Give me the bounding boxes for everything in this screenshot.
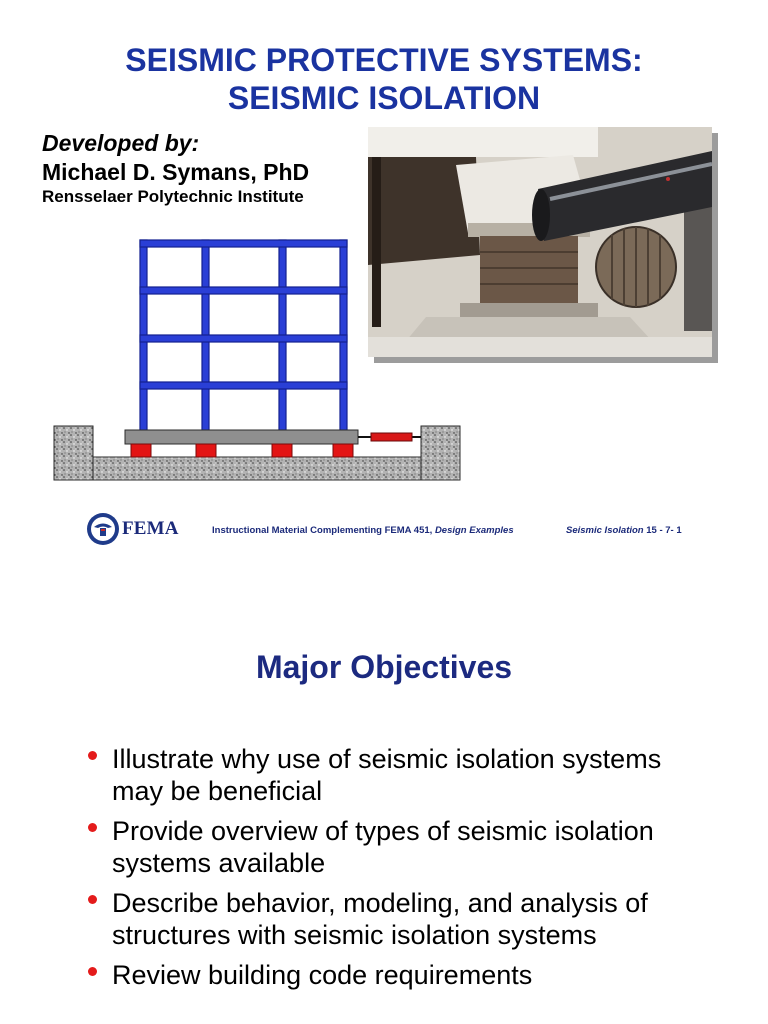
dhs-seal-icon bbox=[86, 512, 120, 546]
slide1-title bbox=[0, 41, 768, 117]
footer-section bbox=[566, 524, 682, 538]
footer-course-italic: Design Examples bbox=[434, 525, 514, 536]
isolator-bearing bbox=[131, 444, 151, 457]
list-item-text: Provide overview of types of seismic isolation systems available bbox=[112, 816, 654, 878]
list-item bbox=[112, 959, 687, 991]
title-line-1: SEISMIC PROTECTIVE SYSTEMS: bbox=[125, 42, 643, 78]
frame-beam bbox=[140, 240, 347, 247]
objectives-list bbox=[112, 743, 687, 999]
isolator-bearing bbox=[333, 444, 353, 457]
footer-page-number: 15 - 7- 1 bbox=[646, 525, 682, 536]
bullet-icon bbox=[88, 823, 97, 832]
footer-course bbox=[212, 524, 514, 538]
frame-beam bbox=[140, 287, 347, 294]
list-item bbox=[112, 887, 687, 951]
isolated-frame-diagram bbox=[50, 235, 465, 485]
title-line-2: SEISMIC ISOLATION bbox=[227, 80, 541, 116]
frame-beam bbox=[140, 335, 347, 342]
footer-course-text: Instructional Material Complementing FEMA 451, bbox=[212, 525, 433, 536]
foundation-wall-left bbox=[54, 426, 93, 480]
frame-beam bbox=[140, 382, 347, 389]
list-item bbox=[112, 815, 687, 879]
institution-name: Rensselaer Polytechnic Institute bbox=[42, 187, 304, 206]
list-item-text: Review building code requirements bbox=[112, 960, 533, 990]
bullet-icon bbox=[88, 967, 97, 976]
photo-pipe-end bbox=[532, 189, 550, 241]
list-item-text: Describe behavior, modeling, and analysis of structures with seismic isolation systems bbox=[112, 888, 648, 950]
developed-by-label: Developed by: bbox=[42, 130, 200, 156]
photo-ceiling bbox=[368, 127, 598, 157]
fema-logo-text: FEMA bbox=[122, 518, 179, 539]
bullet-icon bbox=[88, 895, 97, 904]
isolator-bearing bbox=[196, 444, 216, 457]
footer-section-name: Seismic Isolation bbox=[566, 525, 644, 536]
photo-bottom-plate bbox=[460, 303, 598, 317]
list-item-text: Illustrate why use of seismic isolation systems may be beneficial bbox=[112, 744, 662, 806]
photo-right-column bbox=[684, 207, 712, 331]
photo-pipe-marker bbox=[666, 177, 670, 181]
photo-bearing-body bbox=[480, 236, 578, 304]
base-slab bbox=[125, 430, 358, 444]
bullet-icon bbox=[88, 751, 97, 760]
damper-body bbox=[371, 433, 412, 441]
foundation-base bbox=[93, 457, 421, 480]
author-name: Michael D. Symans, PhD bbox=[42, 159, 310, 185]
foundation-wall-right bbox=[421, 426, 460, 480]
slide2-title: Major Objectives bbox=[255, 649, 513, 685]
isolator-bearing bbox=[272, 444, 292, 457]
list-item bbox=[112, 743, 687, 807]
